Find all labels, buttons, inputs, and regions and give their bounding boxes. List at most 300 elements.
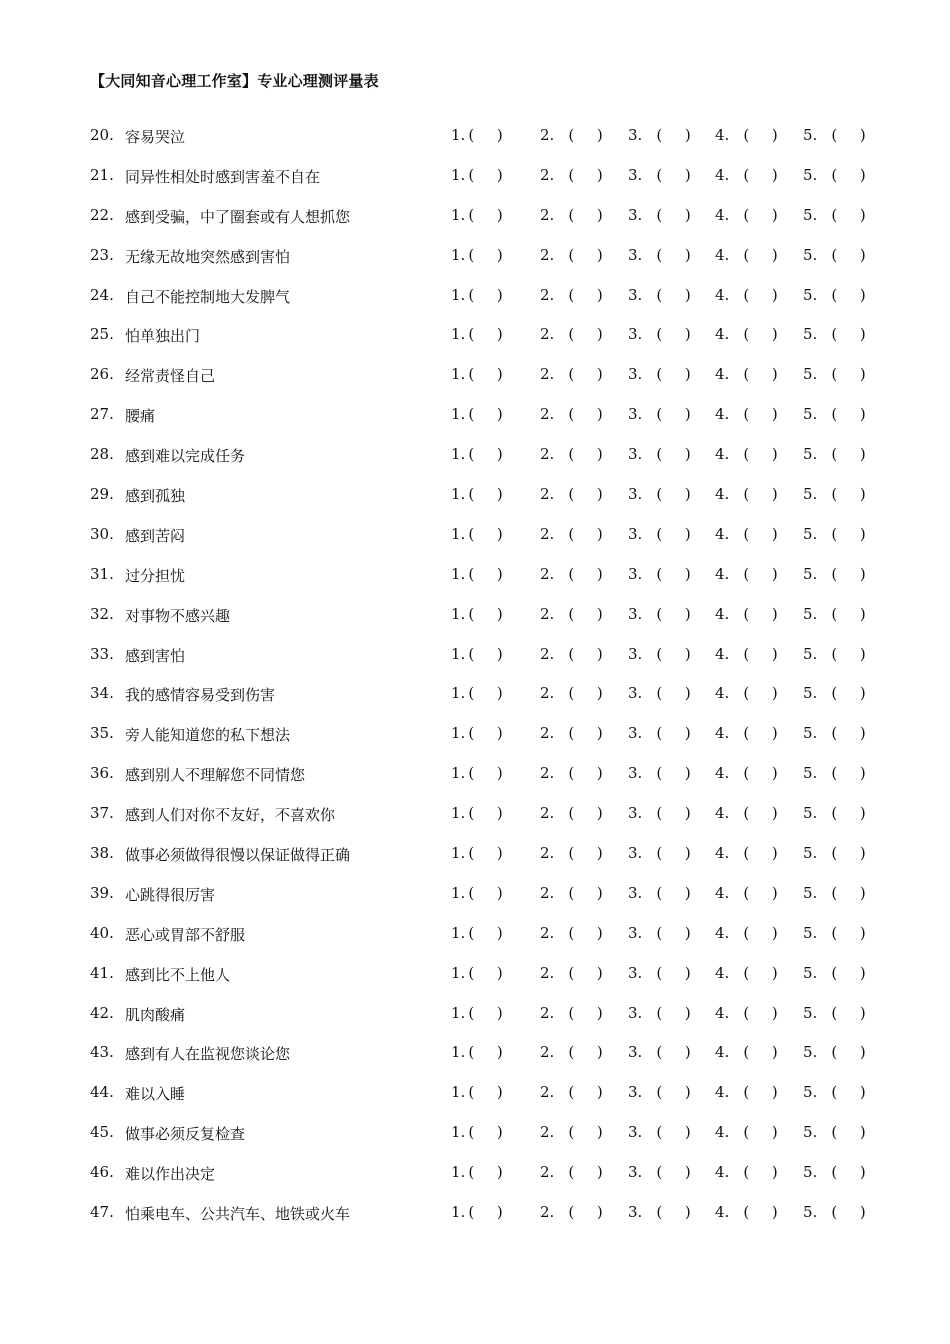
answer-bracket[interactable]: ( ) [468,285,512,304]
answer-bracket[interactable]: ( ) [568,1123,612,1142]
answer-option-2[interactable] [540,645,612,663]
answer-option-5[interactable] [803,964,875,982]
answer-bracket[interactable]: ( ) [831,604,875,623]
answer-bracket[interactable]: ( ) [468,684,512,703]
answer-bracket[interactable]: ( ) [568,1003,612,1022]
answer-option-3[interactable] [628,804,700,822]
answer-option-3[interactable] [628,924,700,942]
answer-bracket[interactable]: ( ) [568,165,612,184]
answer-bracket[interactable]: ( ) [656,165,700,184]
question-number: 20. [90,126,114,144]
answer-bracket[interactable]: ( ) [568,524,612,543]
answer-bracket[interactable]: ( ) [568,405,612,424]
answer-bracket[interactable]: ( ) [468,405,512,424]
answer-option-4[interactable] [715,1083,787,1101]
answer-bracket[interactable]: ( ) [468,804,512,823]
answer-option-2[interactable] [540,126,612,144]
answer-option-5[interactable] [803,645,875,663]
answer-option-4[interactable] [715,1043,787,1061]
answer-option-5[interactable] [803,1163,875,1181]
answer-option-5[interactable] [803,365,875,383]
answer-option-1[interactable] [451,1004,512,1022]
answer-bracket[interactable]: ( ) [831,724,875,743]
answer-option-2[interactable] [540,884,612,902]
answer-option-2[interactable] [540,246,612,264]
answer-option-1[interactable] [451,445,512,463]
answer-option-4[interactable] [715,764,787,782]
answer-bracket[interactable]: ( ) [743,1003,787,1022]
answer-bracket[interactable]: ( ) [743,963,787,982]
answer-bracket[interactable]: ( ) [568,245,612,264]
answer-bracket[interactable]: ( ) [656,524,700,543]
answer-option-5[interactable] [803,166,875,184]
answer-option-5[interactable] [803,684,875,702]
answer-bracket[interactable]: ( ) [743,405,787,424]
answer-bracket[interactable]: ( ) [568,485,612,504]
answer-option-2[interactable] [540,684,612,702]
answer-option-4[interactable] [715,1203,787,1221]
answer-bracket[interactable]: ( ) [656,923,700,942]
answer-option-5[interactable] [803,804,875,822]
answer-option-3[interactable] [628,684,700,702]
answer-bracket[interactable]: ( ) [831,963,875,982]
answer-bracket[interactable]: ( ) [831,1163,875,1182]
answer-option-1[interactable] [451,884,512,902]
answer-option-3[interactable] [628,724,700,742]
answer-bracket[interactable]: ( ) [568,126,612,144]
answer-bracket[interactable]: ( ) [568,1083,612,1102]
answer-bracket[interactable]: ( ) [743,245,787,264]
answer-bracket[interactable]: ( ) [656,604,700,623]
answer-option-1[interactable] [451,405,512,423]
answer-option-3[interactable] [628,166,700,184]
answer-bracket[interactable]: ( ) [568,923,612,942]
answer-bracket[interactable]: ( ) [656,804,700,823]
answer-option-4[interactable] [715,565,787,583]
answer-bracket[interactable]: ( ) [468,445,512,464]
answer-option-1[interactable] [451,485,512,503]
question-row [0,156,950,196]
answer-bracket[interactable]: ( ) [468,365,512,384]
answer-option-2[interactable] [540,764,612,782]
answer-bracket[interactable]: ( ) [743,764,787,783]
answer-option-4[interactable] [715,325,787,343]
answer-option-5[interactable] [803,1004,875,1022]
answer-bracket[interactable]: ( ) [656,325,700,344]
answer-option-1[interactable] [451,365,512,383]
answer-option-5[interactable] [803,206,875,224]
answer-option-3[interactable] [628,884,700,902]
answer-bracket[interactable]: ( ) [468,325,512,344]
answer-bracket[interactable]: ( ) [568,644,612,663]
answer-option-3[interactable] [628,605,700,623]
option-label: 5. [803,1083,818,1102]
answer-bracket[interactable]: ( ) [656,883,700,902]
answer-option-4[interactable] [715,924,787,942]
answer-option-4[interactable] [715,605,787,623]
question-row [0,395,950,435]
answer-option-4[interactable] [715,485,787,503]
answer-bracket[interactable]: ( ) [568,684,612,703]
answer-bracket[interactable]: ( ) [468,923,512,942]
answer-bracket[interactable]: ( ) [568,564,612,583]
answer-bracket[interactable]: ( ) [656,1203,700,1222]
answer-bracket[interactable]: ( ) [831,644,875,663]
answer-option-1[interactable] [451,525,512,543]
answer-option-5[interactable] [803,605,875,623]
answer-option-2[interactable] [540,485,612,503]
answer-bracket[interactable]: ( ) [568,764,612,783]
answer-option-3[interactable] [628,246,700,264]
answer-bracket[interactable]: ( ) [831,205,875,224]
answer-bracket[interactable]: ( ) [568,1043,612,1062]
answer-bracket[interactable]: ( ) [468,844,512,863]
option-label: 4. [715,923,730,942]
answer-bracket[interactable]: ( ) [656,644,700,663]
answer-option-2[interactable] [540,1203,612,1221]
answer-bracket[interactable]: ( ) [568,205,612,224]
option-label: 2. [540,126,555,144]
answer-option-3[interactable] [628,764,700,782]
answer-option-2[interactable] [540,365,612,383]
answer-option-4[interactable] [715,1123,787,1141]
answer-option-5[interactable] [803,525,875,543]
answer-bracket[interactable]: ( ) [831,1083,875,1102]
answer-bracket[interactable]: ( ) [568,1163,612,1182]
answer-bracket[interactable]: ( ) [743,844,787,863]
option-label: 3. [628,1123,643,1142]
answer-option-5[interactable] [803,724,875,742]
answer-bracket[interactable]: ( ) [743,883,787,902]
answer-option-1[interactable] [451,166,512,184]
answer-bracket[interactable]: ( ) [468,1123,512,1142]
answer-option-3[interactable] [628,325,700,343]
answer-bracket[interactable]: ( ) [656,126,700,144]
answer-bracket[interactable]: ( ) [568,1203,612,1222]
answer-bracket[interactable]: ( ) [743,1123,787,1142]
answer-bracket[interactable]: ( ) [831,365,875,384]
answer-bracket[interactable]: ( ) [831,485,875,504]
answer-bracket[interactable]: ( ) [568,445,612,464]
answer-bracket[interactable]: ( ) [831,524,875,543]
answer-bracket[interactable]: ( ) [656,285,700,304]
answer-bracket[interactable]: ( ) [656,564,700,583]
option-label: 5. [803,524,818,543]
answer-option-2[interactable] [540,525,612,543]
answer-bracket[interactable]: ( ) [468,604,512,623]
answer-option-4[interactable] [715,126,787,144]
answer-option-1[interactable] [451,1043,512,1061]
answer-bracket[interactable]: ( ) [568,883,612,902]
answer-bracket[interactable]: ( ) [743,445,787,464]
answer-bracket[interactable]: ( ) [656,445,700,464]
answer-option-3[interactable] [628,525,700,543]
answer-option-5[interactable] [803,1043,875,1061]
option-label: 5. [803,1043,818,1062]
answer-bracket[interactable]: ( ) [831,883,875,902]
answer-bracket[interactable]: ( ) [743,485,787,504]
answer-option-1[interactable] [451,804,512,822]
option-label: 4. [715,883,730,902]
answer-option-1[interactable] [451,1123,512,1141]
answer-bracket[interactable]: ( ) [468,1043,512,1062]
answer-bracket[interactable]: ( ) [831,764,875,783]
answer-option-4[interactable] [715,724,787,742]
answer-option-4[interactable] [715,964,787,982]
answer-option-1[interactable] [451,645,512,663]
answer-option-4[interactable] [715,445,787,463]
answer-bracket[interactable]: ( ) [656,684,700,703]
answer-bracket[interactable]: ( ) [568,365,612,384]
answer-bracket[interactable]: ( ) [743,724,787,743]
answer-option-1[interactable] [451,924,512,942]
answer-option-3[interactable] [628,844,700,862]
answer-option-5[interactable] [803,485,875,503]
answer-bracket[interactable]: ( ) [656,764,700,783]
answer-option-3[interactable] [628,206,700,224]
answer-bracket[interactable]: ( ) [656,485,700,504]
question-number: 24. [90,285,114,304]
answer-option-2[interactable] [540,964,612,982]
answer-bracket[interactable]: ( ) [831,684,875,703]
answer-option-4[interactable] [715,1004,787,1022]
answer-option-5[interactable] [803,1083,875,1101]
answer-bracket[interactable]: ( ) [743,285,787,304]
answer-option-2[interactable] [540,924,612,942]
answer-bracket[interactable]: ( ) [568,724,612,743]
answer-bracket[interactable]: ( ) [743,1083,787,1102]
answer-option-5[interactable] [803,924,875,942]
answer-bracket[interactable]: ( ) [656,205,700,224]
answer-option-3[interactable] [628,445,700,463]
answer-bracket[interactable]: ( ) [656,1003,700,1022]
answer-option-2[interactable] [540,325,612,343]
answer-option-1[interactable] [451,605,512,623]
answer-bracket[interactable]: ( ) [468,485,512,504]
answer-option-1[interactable] [451,246,512,264]
answer-bracket[interactable]: ( ) [743,804,787,823]
answer-bracket[interactable]: ( ) [468,764,512,783]
answer-bracket[interactable]: ( ) [831,844,875,863]
answer-option-3[interactable] [628,1123,700,1141]
answer-option-3[interactable] [628,365,700,383]
answer-option-2[interactable] [540,1083,612,1101]
answer-bracket[interactable]: ( ) [656,844,700,863]
answer-bracket[interactable]: ( ) [656,963,700,982]
answer-option-4[interactable] [715,804,787,822]
answer-bracket[interactable]: ( ) [831,126,875,144]
answer-option-4[interactable] [715,844,787,862]
answer-option-5[interactable] [803,126,875,144]
option-label: 1. [451,524,466,543]
answer-bracket[interactable]: ( ) [831,165,875,184]
answer-option-2[interactable] [540,1123,612,1141]
answer-bracket[interactable]: ( ) [743,1043,787,1062]
option-label: 3. [628,126,643,144]
answer-bracket[interactable]: ( ) [468,1203,512,1222]
answer-option-5[interactable] [803,405,875,423]
answer-bracket[interactable]: ( ) [656,1123,700,1142]
question-text: 自己不能控制地大发脾气 [125,287,291,306]
answer-bracket[interactable]: ( ) [568,325,612,344]
answer-bracket[interactable]: ( ) [831,1003,875,1022]
answer-option-3[interactable] [628,964,700,982]
answer-bracket[interactable]: ( ) [656,245,700,264]
answer-bracket[interactable]: ( ) [743,604,787,623]
answer-option-5[interactable] [803,286,875,304]
answer-option-2[interactable] [540,286,612,304]
answer-option-3[interactable] [628,286,700,304]
answer-bracket[interactable]: ( ) [468,724,512,743]
answer-option-4[interactable] [715,884,787,902]
answer-option-2[interactable] [540,1004,612,1022]
answer-bracket[interactable]: ( ) [831,245,875,264]
question-text: 难以入睡 [125,1085,186,1104]
answer-bracket[interactable]: ( ) [831,325,875,344]
answer-option-2[interactable] [540,565,612,583]
answer-bracket[interactable]: ( ) [468,883,512,902]
answer-bracket[interactable]: ( ) [568,963,612,982]
answer-option-2[interactable] [540,804,612,822]
answer-option-4[interactable] [715,166,787,184]
answer-bracket[interactable]: ( ) [831,804,875,823]
answer-option-3[interactable] [628,126,700,144]
answer-option-2[interactable] [540,206,612,224]
option-label: 4. [715,604,730,623]
answer-option-4[interactable] [715,286,787,304]
answer-bracket[interactable]: ( ) [656,365,700,384]
answer-bracket[interactable]: ( ) [568,804,612,823]
answer-option-1[interactable] [451,964,512,982]
answer-bracket[interactable]: ( ) [468,963,512,982]
answer-option-2[interactable] [540,1043,612,1061]
answer-option-3[interactable] [628,645,700,663]
answer-bracket[interactable]: ( ) [831,285,875,304]
answer-bracket[interactable]: ( ) [568,604,612,623]
answer-bracket[interactable]: ( ) [743,165,787,184]
answer-option-3[interactable] [628,1043,700,1061]
answer-option-2[interactable] [540,445,612,463]
answer-option-2[interactable] [540,724,612,742]
answer-bracket[interactable]: ( ) [743,365,787,384]
answer-bracket[interactable]: ( ) [743,1163,787,1182]
answer-bracket[interactable]: ( ) [743,1203,787,1222]
answer-option-5[interactable] [803,844,875,862]
question-text: 肌肉酸痛 [125,1005,186,1024]
answer-bracket[interactable]: ( ) [468,524,512,543]
answer-option-5[interactable] [803,445,875,463]
answer-option-3[interactable] [628,1203,700,1221]
answer-option-1[interactable] [451,126,512,144]
answer-bracket[interactable]: ( ) [656,1163,700,1182]
answer-option-5[interactable] [803,1203,875,1221]
answer-bracket[interactable]: ( ) [743,325,787,344]
answer-option-4[interactable] [715,645,787,663]
answer-option-1[interactable] [451,844,512,862]
answer-option-3[interactable] [628,1083,700,1101]
answer-option-1[interactable] [451,684,512,702]
answer-bracket[interactable]: ( ) [656,405,700,424]
answer-option-2[interactable] [540,844,612,862]
answer-bracket[interactable]: ( ) [743,524,787,543]
answer-option-1[interactable] [451,764,512,782]
answer-option-2[interactable] [540,605,612,623]
answer-bracket[interactable]: ( ) [468,1083,512,1102]
answer-bracket[interactable]: ( ) [743,205,787,224]
answer-option-1[interactable] [451,1083,512,1101]
answer-bracket[interactable]: ( ) [656,1043,700,1062]
answer-option-5[interactable] [803,764,875,782]
answer-bracket[interactable]: ( ) [831,923,875,942]
answer-option-2[interactable] [540,166,612,184]
answer-bracket[interactable]: ( ) [743,126,787,144]
answer-option-5[interactable] [803,325,875,343]
answer-option-5[interactable] [803,565,875,583]
answer-bracket[interactable]: ( ) [831,445,875,464]
answer-option-4[interactable] [715,684,787,702]
answer-option-1[interactable] [451,1163,512,1181]
answer-bracket[interactable]: ( ) [831,564,875,583]
answer-bracket[interactable]: ( ) [468,1003,512,1022]
answer-option-1[interactable] [451,565,512,583]
answer-option-3[interactable] [628,1004,700,1022]
answer-option-1[interactable] [451,1203,512,1221]
answer-option-4[interactable] [715,405,787,423]
answer-option-3[interactable] [628,405,700,423]
answer-bracket[interactable]: ( ) [743,564,787,583]
answer-option-5[interactable] [803,246,875,264]
answer-option-4[interactable] [715,365,787,383]
answer-option-1[interactable] [451,724,512,742]
answer-option-1[interactable] [451,206,512,224]
answer-bracket[interactable]: ( ) [568,285,612,304]
answer-bracket[interactable]: ( ) [468,205,512,224]
answer-option-3[interactable] [628,565,700,583]
answer-option-4[interactable] [715,206,787,224]
answer-bracket[interactable]: ( ) [468,644,512,663]
answer-option-2[interactable] [540,405,612,423]
answer-bracket[interactable]: ( ) [468,1163,512,1182]
answer-option-2[interactable] [540,1163,612,1181]
answer-bracket[interactable]: ( ) [743,923,787,942]
answer-bracket[interactable]: ( ) [656,1083,700,1102]
answer-bracket[interactable]: ( ) [468,564,512,583]
answer-option-1[interactable] [451,325,512,343]
answer-bracket[interactable]: ( ) [568,844,612,863]
answer-bracket[interactable]: ( ) [468,245,512,264]
answer-option-4[interactable] [715,525,787,543]
answer-bracket[interactable]: ( ) [831,1203,875,1222]
question-row [0,914,950,954]
option-label: 3. [628,205,643,224]
answer-bracket[interactable]: ( ) [831,1123,875,1142]
answer-option-4[interactable] [715,246,787,264]
answer-option-3[interactable] [628,1163,700,1181]
answer-bracket[interactable]: ( ) [468,126,512,144]
answer-option-3[interactable] [628,485,700,503]
option-label: 4. [715,365,730,384]
answer-bracket[interactable]: ( ) [831,405,875,424]
answer-bracket[interactable]: ( ) [468,165,512,184]
answer-bracket[interactable]: ( ) [743,644,787,663]
answer-bracket[interactable]: ( ) [831,1043,875,1062]
answer-option-5[interactable] [803,1123,875,1141]
answer-bracket[interactable]: ( ) [743,684,787,703]
answer-option-4[interactable] [715,1163,787,1181]
answer-option-5[interactable] [803,884,875,902]
answer-bracket[interactable]: ( ) [656,724,700,743]
answer-option-1[interactable] [451,286,512,304]
